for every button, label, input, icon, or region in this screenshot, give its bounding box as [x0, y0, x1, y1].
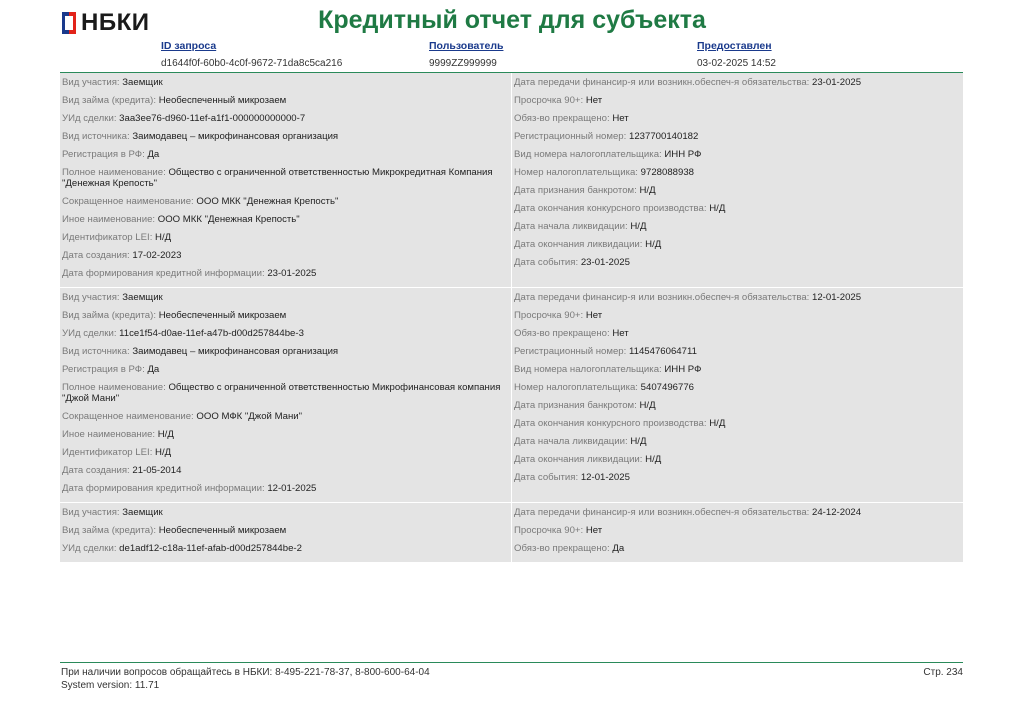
footer-contact: При наличии вопросов обращайтесь в НБКИ: 8-495-221-78-37, 8-800-600-64-04	[61, 667, 430, 678]
record-field	[60, 505, 511, 523]
field-label: Иное наименование:	[62, 429, 156, 440]
record-field	[512, 434, 963, 452]
logo-text: НБКИ	[81, 9, 150, 36]
user-block	[429, 40, 503, 69]
field-value: Да	[147, 149, 160, 160]
record-field	[512, 165, 963, 183]
field-value: Н/Д	[645, 454, 662, 465]
page-title: Кредитный отчет для субъекта	[318, 6, 706, 34]
record-field	[512, 201, 963, 219]
field-label: Вид источника:	[62, 346, 130, 357]
record-left-column	[60, 503, 511, 562]
field-value: ИНН РФ	[664, 364, 702, 375]
field-label: Дата окончания ликвидации:	[514, 454, 643, 465]
record-field	[512, 219, 963, 237]
record-field	[512, 541, 963, 559]
field-value: Нет	[585, 95, 603, 106]
record-field	[512, 452, 963, 470]
record-field	[60, 290, 511, 308]
record-field	[512, 362, 963, 380]
field-value: 1145476064711	[628, 346, 697, 357]
field-value: 3aa3ee76-d960-11ef-a1f1-000000000000-7	[119, 113, 306, 124]
record-field	[60, 326, 511, 344]
field-value: Заемщик	[122, 292, 163, 303]
request-id-block	[161, 40, 342, 69]
user-value: 9999ZZ999999	[429, 58, 497, 69]
user-label: Пользователь	[429, 40, 504, 52]
field-value: ИНН РФ	[664, 149, 702, 160]
field-value: Н/Д	[155, 447, 172, 458]
field-label: Полное наименование:	[62, 167, 166, 178]
record-right-column	[512, 503, 963, 562]
field-label: Обяз-во прекращено:	[514, 328, 610, 339]
record-field	[60, 308, 511, 326]
record-row	[60, 288, 963, 503]
field-label: УИд сделки:	[62, 328, 117, 339]
field-label: Просрочка 90+:	[514, 310, 584, 321]
record-field	[512, 93, 963, 111]
field-label: Регистрационный номер:	[514, 131, 627, 142]
field-label: Дата начала ликвидации:	[514, 436, 628, 447]
record-field	[60, 111, 511, 129]
field-label: Вид номера налогоплательщика:	[514, 149, 662, 160]
record-field	[512, 380, 963, 398]
field-value: ООО МКК "Денежная Крепость"	[196, 196, 339, 207]
record-right-column	[512, 73, 963, 287]
field-value: Н/Д	[630, 436, 647, 447]
field-label: Сокращенное наименование:	[62, 411, 194, 422]
field-label: Регистрация в РФ:	[62, 149, 145, 160]
field-label: Вид участия:	[62, 77, 120, 88]
record-field	[60, 212, 511, 230]
record-field	[512, 308, 963, 326]
field-label: Сокращенное наименование:	[62, 196, 194, 207]
record-field	[512, 147, 963, 165]
field-value: Н/Д	[709, 418, 726, 429]
field-value: ООО МФК "Джой Мани"	[196, 411, 303, 422]
record-field	[512, 255, 963, 273]
field-value: 17-02-2023	[132, 250, 182, 261]
field-value: Заимодавец – микрофинансовая организация	[132, 131, 339, 142]
field-label: Дата окончания конкурсного производства:	[514, 418, 707, 429]
field-label: УИд сделки:	[62, 113, 117, 124]
record-field	[60, 523, 511, 541]
field-label: Идентификатор LEI:	[62, 447, 153, 458]
field-value: 21-05-2014	[132, 465, 182, 476]
field-label: Вид займа (кредита):	[62, 310, 157, 321]
field-label: Дата создания:	[62, 465, 130, 476]
record-field	[512, 290, 963, 308]
record-field	[512, 505, 963, 523]
field-value: Н/Д	[630, 221, 647, 232]
field-label: Номер налогоплательщика:	[514, 167, 638, 178]
field-label: Дата формирования кредитной информации:	[62, 483, 265, 494]
request-id-label: ID запроса	[161, 40, 217, 52]
field-value: Нет	[585, 310, 603, 321]
field-value: 23-01-2025	[580, 257, 630, 268]
field-value: Необеспеченный микрозаем	[158, 310, 287, 321]
field-label: Просрочка 90+:	[514, 95, 584, 106]
provided-label: Предоставлен	[697, 40, 772, 52]
field-label: Вид займа (кредита):	[62, 525, 157, 536]
field-label: Дата признания банкротом:	[514, 400, 637, 411]
field-label: Идентификатор LEI:	[62, 232, 153, 243]
field-label: Полное наименование:	[62, 382, 166, 393]
field-value: Необеспеченный микрозаем	[158, 525, 287, 536]
field-label: Дата передачи финансир-я или возникн.обеспеч-я обязательства:	[514, 292, 810, 303]
record-field	[60, 248, 511, 266]
field-label: Дата начала ликвидации:	[514, 221, 628, 232]
record-field	[512, 75, 963, 93]
field-value: Н/Д	[157, 429, 174, 440]
record-field	[60, 380, 511, 409]
field-label: Дата формирования кредитной информации:	[62, 268, 265, 279]
field-label: УИд сделки:	[62, 543, 117, 554]
field-label: Дата передачи финансир-я или возникн.обеспеч-я обязательства:	[514, 507, 810, 518]
record-field	[60, 230, 511, 248]
record-field	[60, 362, 511, 380]
field-value: Н/Д	[155, 232, 172, 243]
record-field	[60, 165, 511, 194]
field-label: Дата создания:	[62, 250, 130, 261]
record-field	[60, 445, 511, 463]
record-field	[60, 93, 511, 111]
record-field	[512, 111, 963, 129]
record-right-column	[512, 288, 963, 502]
footer-version: System version: 11.71	[61, 680, 160, 691]
field-label: Номер налогоплательщика:	[514, 382, 638, 393]
field-value: Н/Д	[639, 400, 656, 411]
provided-block	[697, 40, 776, 69]
record-field	[60, 194, 511, 212]
record-field	[60, 129, 511, 147]
record-field	[512, 398, 963, 416]
field-label: Обяз-во прекращено:	[514, 543, 610, 554]
field-value: 24-12-2024	[812, 507, 862, 518]
field-label: Вид займа (кредита):	[62, 95, 157, 106]
field-label: Просрочка 90+:	[514, 525, 584, 536]
field-value: Да	[612, 543, 625, 554]
field-value: 12-01-2025	[812, 292, 862, 303]
record-field	[512, 183, 963, 201]
field-label: Дата передачи финансир-я или возникн.обеспеч-я обязательства:	[514, 77, 810, 88]
request-id-value: d1644f0f-60b0-4c0f-9672-71da8c5ca216	[161, 58, 343, 69]
record-field	[512, 326, 963, 344]
field-value: Нет	[585, 525, 603, 536]
field-value: 12-01-2025	[580, 472, 630, 483]
record-field	[512, 470, 963, 488]
records-table	[60, 73, 963, 563]
field-value: Да	[147, 364, 160, 375]
provided-value: 03-02-2025 14:52	[697, 58, 776, 69]
field-label: Дата окончания ликвидации:	[514, 239, 643, 250]
record-field	[60, 147, 511, 165]
field-value: Н/Д	[709, 203, 726, 214]
record-field	[60, 266, 511, 284]
page-number: Стр. 234	[923, 667, 963, 678]
field-label: Обяз-во прекращено:	[514, 113, 610, 124]
field-value: 23-01-2025	[812, 77, 862, 88]
field-value: Н/Д	[645, 239, 662, 250]
field-value: Заемщик	[122, 77, 163, 88]
record-field	[60, 344, 511, 362]
field-label: Вид номера налогоплательщика:	[514, 364, 662, 375]
field-label: Дата события:	[514, 472, 579, 483]
record-field	[60, 409, 511, 427]
field-value: 23-01-2025	[267, 268, 317, 279]
field-label: Вид участия:	[62, 292, 120, 303]
field-value: 5407496776	[640, 382, 695, 393]
field-label: Вид источника:	[62, 131, 130, 142]
record-field	[512, 237, 963, 255]
record-left-column	[60, 288, 511, 502]
record-field	[512, 129, 963, 147]
field-value: Н/Д	[639, 185, 656, 196]
record-field	[60, 427, 511, 445]
field-value: Необеспеченный микрозаем	[158, 95, 287, 106]
record-row	[60, 73, 963, 288]
field-value: Общество с ограниченной ответственностью Микрокредитная Компания "Денежная Крепость"	[62, 167, 493, 189]
field-value: 1237700140182	[628, 131, 699, 142]
field-label: Дата события:	[514, 257, 579, 268]
field-label: Дата окончания конкурсного производства:	[514, 203, 707, 214]
field-value: 9728088938	[640, 167, 695, 178]
field-label: Вид участия:	[62, 507, 120, 518]
field-value: 12-01-2025	[267, 483, 317, 494]
field-value: ООО МКК "Денежная Крепость"	[157, 214, 300, 225]
record-field	[512, 344, 963, 362]
field-value: 11ce1f54-d0ae-11ef-a47b-d00d257844be-3	[119, 328, 304, 339]
record-field	[512, 416, 963, 434]
field-value: Заимодавец – микрофинансовая организация	[132, 346, 339, 357]
field-label: Дата признания банкротом:	[514, 185, 637, 196]
footer-divider	[60, 662, 963, 663]
field-value: Нет	[612, 113, 629, 124]
field-label: Иное наименование:	[62, 214, 156, 225]
field-value: de1adf12-c18a-11ef-afab-d00d257844be-2	[119, 543, 302, 554]
record-row	[60, 503, 963, 563]
record-field	[60, 541, 511, 559]
field-value: Нет	[612, 328, 629, 339]
record-left-column	[60, 73, 511, 287]
field-label: Регистрационный номер:	[514, 346, 627, 357]
field-value: Общество с ограниченной ответственностью Микрофинансовая компания "Джой Мани"	[62, 382, 501, 404]
record-field	[512, 523, 963, 541]
record-field	[60, 481, 511, 499]
record-field	[60, 463, 511, 481]
field-value: Заемщик	[122, 507, 163, 518]
record-field	[60, 75, 511, 93]
field-label: Регистрация в РФ:	[62, 364, 145, 375]
